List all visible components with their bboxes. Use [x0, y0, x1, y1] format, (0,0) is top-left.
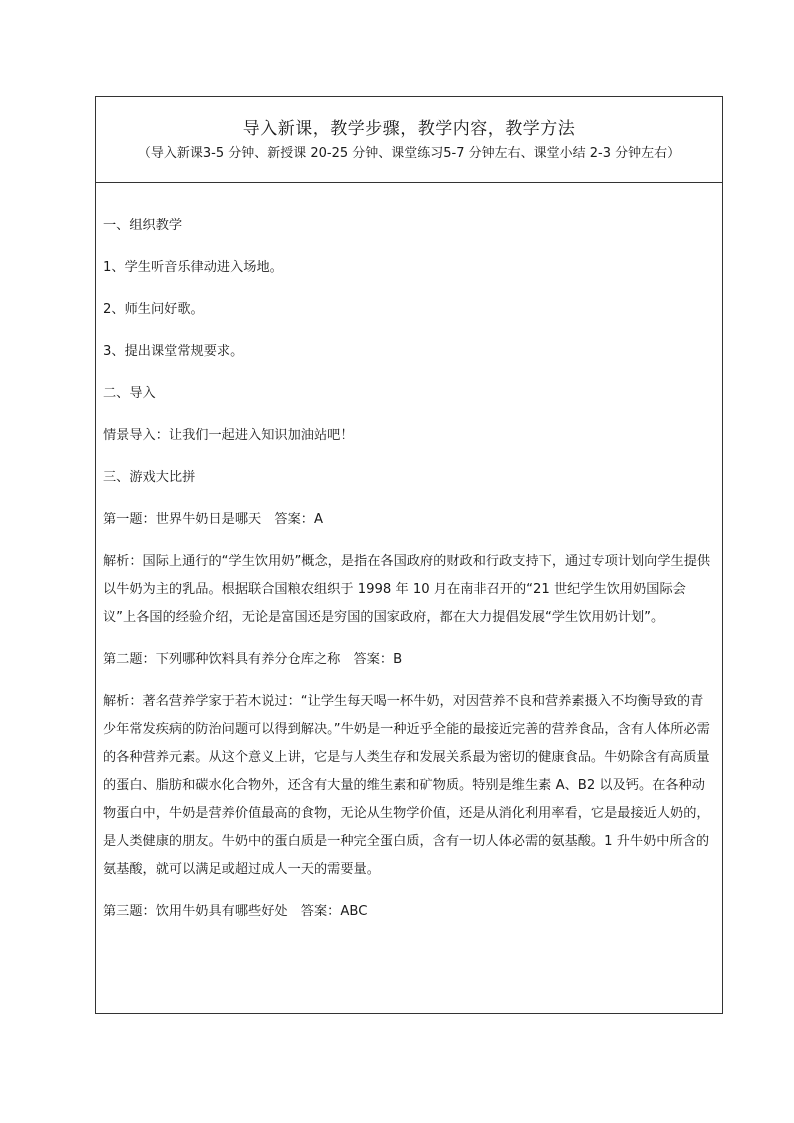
- list-item: 1、学生听音乐律动进入场地。: [103, 260, 283, 275]
- explanation-2: 解析：著名营养学家于若木说过：“让学生每天喝一杯牛奶，对因营养不良和营养素摄入不均衡导致的青少年常发疾病的防治问题可以得到解决。”牛奶是一种近乎全能的最接近完善的营养食品，含有人体所必需的各种营养元素。从这个意义上讲，它是与人类生存和发展关系最为密切的健康食品。牛奶除含有高质量的蛋白、脂肪和碳水化合物外，还含有大量的维生素和矿物质。特别是维生素 A、B2 以及钙。在各种动物蛋白中，牛奶是营养价值最高的食物，无论从生物学价值，还是从消化利用率看，它是最接近人奶的，是人类健康的朋友。牛奶中的蛋白质是一种完全蛋白质，含有一切人体必需的氨基酸。1 升牛奶中所含的氨基酸，就可以满足或超过成人一天的需要量。: [103, 694, 710, 877]
- content-cell: [96, 183, 722, 926]
- list-item: 2、师生问好歌。: [103, 302, 204, 317]
- section-heading-organize: 一、组织教学: [103, 218, 183, 233]
- section-heading-game: 三、游戏大比拼: [103, 470, 196, 485]
- question-3: 第三题：饮用牛奶具有哪些好处 答案：ABC: [103, 904, 368, 919]
- question-2: 第二题：下列哪种饮料具有养分仓库之称 答案：B: [103, 652, 403, 667]
- time-allocation-note: （导入新课3-5 分钟、新授课 20-25 分钟、课堂练习5-7 分钟左右、课堂小结 2-3 分钟左右）: [137, 146, 681, 161]
- section-heading-intro: 二、导入: [103, 386, 156, 401]
- question-1: 第一题：世界牛奶日是哪天 答案：A: [103, 512, 324, 527]
- lesson-plan-table: [95, 96, 723, 1014]
- intro-text: 情景导入：让我们一起进入知识加油站吧！: [103, 428, 354, 443]
- explanation-1: 解析：国际上通行的“学生饮用奶”概念，是指在各国政府的财政和行政支持下，通过专项计划向学生提供以牛奶为主的乳品。根据联合国粮农组织于 1998 年 10 月在南非召开的“21 世纪学生饮用奶国际会议”上各国的经验介绍，无论是富国还是穷国的国家政府，都在大力提倡发展“学生饮用奶计划”。: [103, 554, 711, 625]
- header-cell: [96, 97, 722, 183]
- page-title: 导入新课，教学步骤，教学内容，教学方法: [242, 119, 576, 139]
- list-item: 3、提出课堂常规要求。: [103, 344, 244, 359]
